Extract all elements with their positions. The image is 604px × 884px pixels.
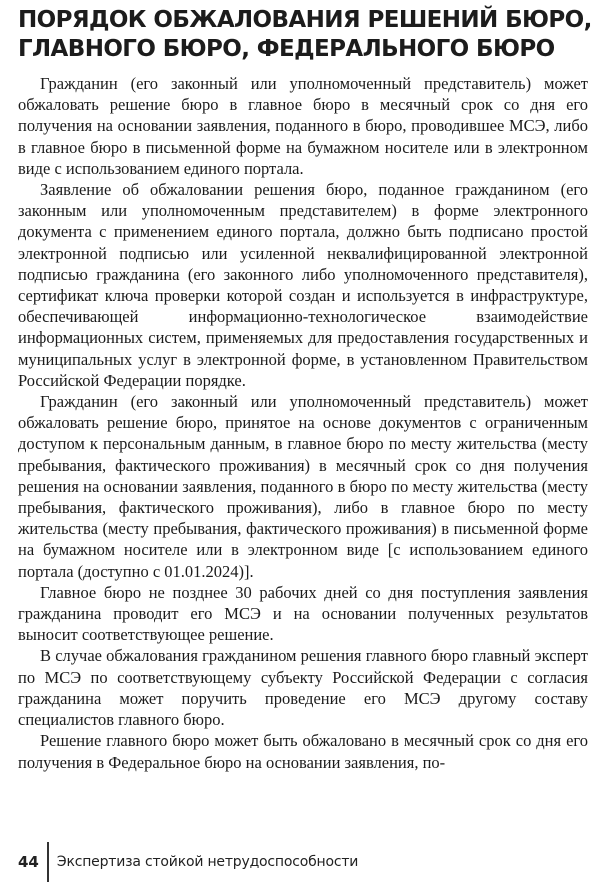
paragraph: Решение главного бюро может быть обжаловано в месячный срок со дня его получения в Федеральное бюро на основании заявления, по- (18, 731, 588, 772)
footer-divider (47, 842, 49, 882)
paragraph: Гражданин (его законный или уполномоченный представитель) может обжаловать решение бюро, принятое на основе документов с ограниченным доступом к персональным данным, в главное бюро по месту жительства (месту пребывания, фактического проживания) в месячный срок со дня получения решения на основании заявления, поданного в бюро по месту жительства (месту пребывания, фактического проживания), либо в главное бюро по месту жительства (месту пребывания, фактического проживания) в письменной форме на бумажном носителе или в электронном виде [с использованием единого портала (доступно с 01.01.2024)]. (18, 392, 588, 581)
document-page (18, 0, 592, 773)
body-text (18, 73, 588, 773)
page-number: 44 (18, 853, 39, 871)
section-heading (18, 6, 592, 64)
section-heading-line-1: ПОРЯДОК ОБЖАЛОВАНИЯ РЕШЕНИЙ БЮРО, (18, 7, 592, 33)
running-title: Экспертиза стойкой нетрудоспособности (56, 854, 359, 870)
page-footer (18, 842, 358, 882)
paragraph: Главное бюро не позднее 30 рабочих дней со дня поступления заявления гражданина проводит его МСЭ и на основании полученных результатов выносит соответствующее решение. (18, 582, 588, 645)
paragraph: В случае обжалования гражданином решения главного бюро главный эксперт по МСЭ по соответствующему субъекту Российской Федерации с согласия гражданина может поручить проведение его МСЭ другому составу специалистов главного бюро. (18, 646, 588, 730)
section-heading-line-2: ГЛАВНОГО БЮРО, ФЕДЕРАЛЬНОГО БЮРО (18, 36, 555, 62)
paragraph: Заявление об обжаловании решения бюро, поданное гражданином (его законным или уполномоченным представителем) в форме электронного документа с применением единого портала, должно быть подписано простой электронной подписью или усиленной неквалифицированной электронной подписью гражданина (его законного либо уполномоченного представителя), сертификат ключа проверки которой создан и используется в инфраструктуре, обеспечивающей информационно-технологическое взаимодействие информационных систем, применяемых для предоставления государственных и муниципальных услуг в электронной форме, в установленном Правительством Российской Федерации порядке. (18, 180, 588, 390)
paragraph: Гражданин (его законный или уполномоченный представитель) может обжаловать решение бюро в главное бюро в месячный срок со дня его получения на основании заявления, поданного в бюро, проводившее МСЭ, либо в главное бюро в письменной форме на бумажном носителе или в электронном виде с использованием единого портала. (18, 74, 588, 178)
